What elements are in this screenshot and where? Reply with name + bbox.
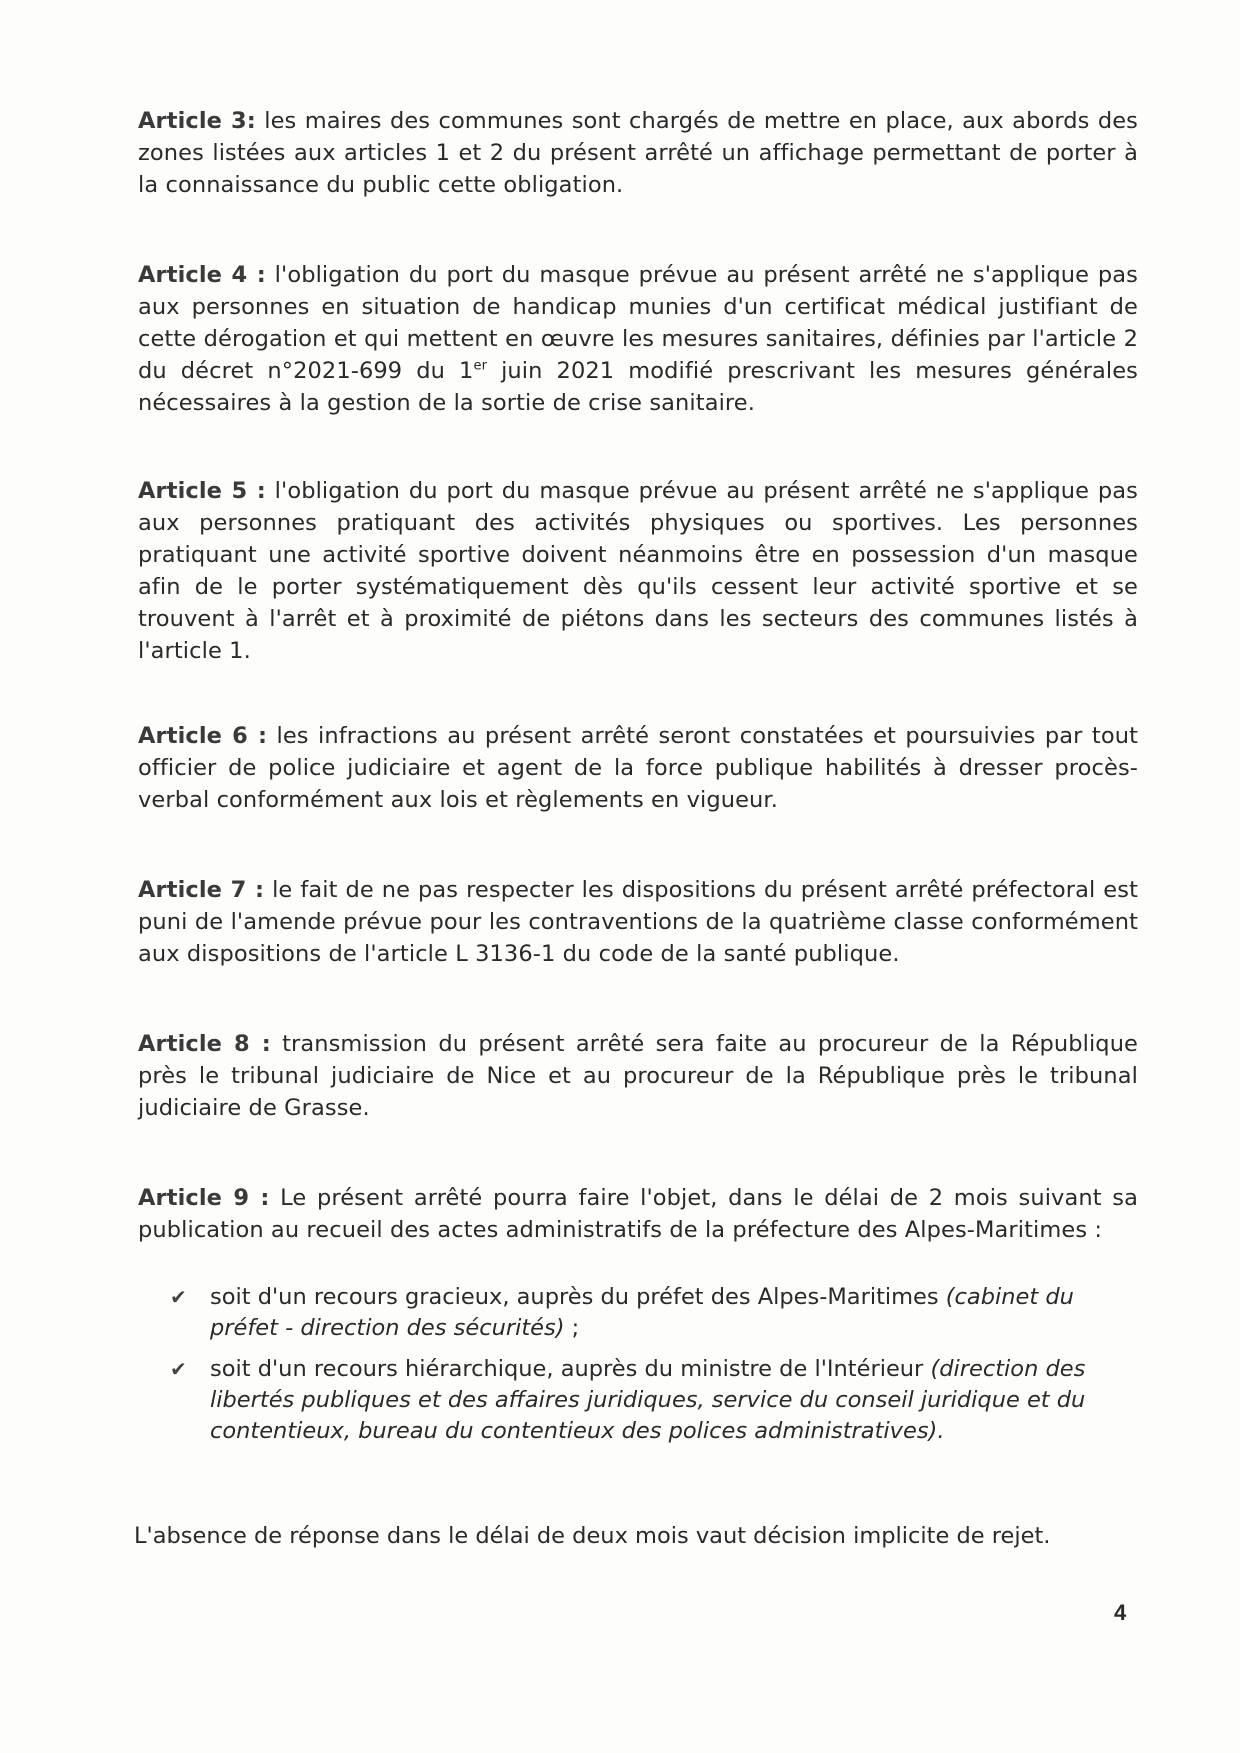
article-6 bbox=[138, 720, 1138, 816]
recourse-detail: (cabinet du préfet - direction des sécurités) bbox=[210, 1284, 1074, 1341]
list-item bbox=[170, 1282, 1138, 1344]
checkmark-icon: ✔ bbox=[170, 1357, 187, 1381]
article-7 bbox=[138, 874, 1138, 970]
article-8-text: transmission du présent arrêté sera faite au procureur de la République près le tribunal judiciaire de Nice et au procureur de la République près le tribunal judiciaire de Grasse. bbox=[138, 1030, 1138, 1121]
article-9-label: Article 9 : bbox=[138, 1184, 270, 1211]
article-9 bbox=[138, 1182, 1138, 1246]
article-3-label: Article 3: bbox=[138, 107, 256, 134]
recourse-text: soit d'un recours gracieux, auprès du préfet des Alpes-Maritimes bbox=[210, 1284, 946, 1310]
closing-statement: L'absence de réponse dans le délai de deux mois vaut décision implicite de rejet. bbox=[134, 1522, 1051, 1549]
recourse-suffix: ; bbox=[564, 1315, 580, 1341]
page-number: 4 bbox=[1114, 1600, 1127, 1625]
article-8-label: Article 8 : bbox=[138, 1030, 271, 1057]
article-4-superscript: er bbox=[473, 358, 488, 373]
recourse-list bbox=[170, 1282, 1138, 1457]
article-7-label: Article 7 : bbox=[138, 876, 265, 903]
article-6-text: les infractions au présent arrêté seront constatées et poursuivies par tout officier de police judiciaire et agent de la force publique habilités à dresser procès-verbal conformément aux lois et règlements en vigueur. bbox=[138, 722, 1138, 813]
article-4-text-continued: juin 2021 modifié prescrivant les mesures générales nécessaires à la gestion de la sortie de crise sanitaire. bbox=[138, 357, 1139, 416]
article-4-text: l'obligation du port du masque prévue au présent arrêté ne s'applique pas aux personnes en situation de handicap munies d'un certificat médical justifiant de cette dérogation et qui mettent en œuvre les mesures sanitaires, définies par l'article 2 du décret n°2021-699 du 1 bbox=[138, 261, 1138, 384]
article-4 bbox=[138, 259, 1138, 419]
article-5 bbox=[138, 475, 1138, 667]
article-3-text: les maires des communes sont chargés de mettre en place, aux abords des zones listées aux articles 1 et 2 du présent arrêté un affichage permettant de porter à la connaissance du public cette obligation. bbox=[138, 107, 1138, 198]
article-5-text: l'obligation du port du masque prévue au présent arrêté ne s'applique pas aux personnes pratiquant des activités physiques ou sportives. Les personnes pratiquant une activité sportive doivent néanmoins être en possession d'un masque afin de le porter systématiquement dès qu'ils cessent leur activité sportive et se trouvent à l'arrêt et à proximité de piétons dans les secteurs des communes listés à l'article 1. bbox=[138, 477, 1138, 664]
recourse-detail: (direction des libertés publiques et des affaires juridiques, service du conseil juridique et du contentieux, bureau du contentieux des polices administratives). bbox=[210, 1356, 1086, 1444]
recourse-text: soit d'un recours hiérarchique, auprès du ministre de l'Intérieur bbox=[210, 1356, 931, 1382]
checkmark-icon: ✔ bbox=[170, 1285, 187, 1309]
article-5-label: Article 5 : bbox=[138, 477, 266, 504]
list-item bbox=[170, 1354, 1138, 1447]
article-4-label: Article 4 : bbox=[138, 261, 266, 288]
article-6-label: Article 6 : bbox=[138, 722, 268, 749]
article-9-text: Le présent arrêté pourra faire l'objet, dans le délai de 2 mois suivant sa publication au recueil des actes administratifs de la préfecture des Alpes-Maritimes : bbox=[138, 1184, 1138, 1243]
article-3 bbox=[138, 105, 1138, 201]
article-8 bbox=[138, 1028, 1138, 1124]
article-7-text: le fait de ne pas respecter les dispositions du présent arrêté préfectoral est puni de l'amende prévue pour les contraventions de la quatrième classe conformément aux dispositions de l'article L 3136-1 du code de la santé publique. bbox=[138, 876, 1138, 967]
